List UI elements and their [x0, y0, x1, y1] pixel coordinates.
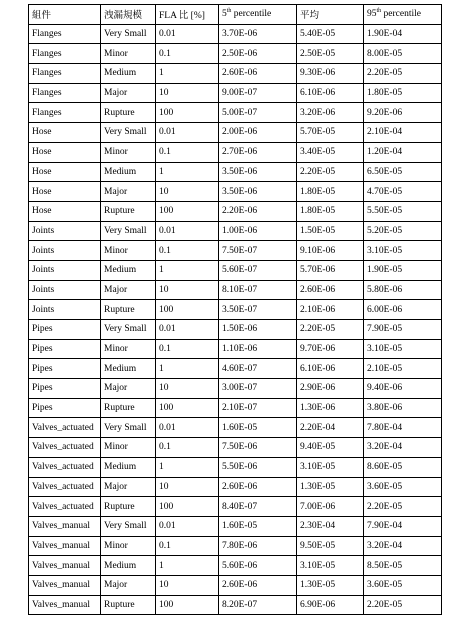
cell-95th-percentile: 3.60E-05 — [364, 575, 442, 595]
cell-fla-ratio: 100 — [156, 497, 219, 517]
table-row — [29, 83, 442, 103]
cell-leak-size: Major — [101, 379, 156, 399]
header-95th-percentile — [364, 5, 442, 25]
cell-component: Hose — [29, 162, 101, 182]
cell-mean: 2.10E-06 — [297, 300, 364, 320]
cell-mean: 2.30E-04 — [297, 516, 364, 536]
cell-leak-size: Very Small — [101, 418, 156, 438]
cell-mean: 2.50E-05 — [297, 44, 364, 64]
cell-component: Valves_actuated — [29, 497, 101, 517]
cell-95th-percentile: 3.80E-06 — [364, 398, 442, 418]
cell-mean: 7.00E-06 — [297, 497, 364, 517]
cell-5th-percentile: 5.60E-07 — [219, 260, 297, 280]
cell-leak-size: Medium — [101, 162, 156, 182]
table-row — [29, 516, 442, 536]
cell-5th-percentile: 1.00E-06 — [219, 221, 297, 241]
cell-mean: 2.20E-04 — [297, 418, 364, 438]
cell-5th-percentile: 3.50E-06 — [219, 182, 297, 202]
header-5th-label: percentile — [231, 9, 272, 20]
cell-component: Pipes — [29, 359, 101, 379]
cell-95th-percentile: 9.20E-06 — [364, 103, 442, 123]
table-row — [29, 280, 442, 300]
cell-5th-percentile: 8.40E-07 — [219, 497, 297, 517]
cell-fla-ratio: 100 — [156, 201, 219, 221]
cell-mean: 1.50E-05 — [297, 221, 364, 241]
cell-component: Joints — [29, 260, 101, 280]
table-row — [29, 379, 442, 399]
cell-5th-percentile: 4.60E-07 — [219, 359, 297, 379]
cell-5th-percentile: 9.00E-07 — [219, 83, 297, 103]
cell-95th-percentile: 2.10E-05 — [364, 359, 442, 379]
cell-component: Hose — [29, 142, 101, 162]
table-row — [29, 398, 442, 418]
cell-fla-ratio: 1 — [156, 556, 219, 576]
header-5th-number: 5 — [222, 9, 227, 20]
cell-fla-ratio: 100 — [156, 300, 219, 320]
table-row — [29, 320, 442, 340]
cell-mean: 9.30E-06 — [297, 64, 364, 84]
table-row — [29, 438, 442, 458]
cell-component: Flanges — [29, 83, 101, 103]
cell-5th-percentile: 1.60E-05 — [219, 516, 297, 536]
cell-fla-ratio: 0.1 — [156, 536, 219, 556]
cell-component: Valves_manual — [29, 595, 101, 615]
cell-5th-percentile: 8.20E-07 — [219, 595, 297, 615]
cell-leak-size: Rupture — [101, 103, 156, 123]
header-95th-suffix: th — [376, 8, 382, 15]
cell-fla-ratio: 10 — [156, 477, 219, 497]
cell-component: Valves_manual — [29, 536, 101, 556]
table-row — [29, 595, 442, 615]
cell-component: Flanges — [29, 64, 101, 84]
cell-leak-size: Rupture — [101, 201, 156, 221]
cell-component: Valves_actuated — [29, 418, 101, 438]
cell-95th-percentile: 4.70E-05 — [364, 182, 442, 202]
table-row — [29, 142, 442, 162]
table-row — [29, 44, 442, 64]
cell-5th-percentile: 2.00E-06 — [219, 123, 297, 143]
table-row — [29, 162, 442, 182]
cell-component: Flanges — [29, 44, 101, 64]
cell-leak-size: Very Small — [101, 320, 156, 340]
cell-leak-size: Major — [101, 182, 156, 202]
cell-95th-percentile: 2.20E-05 — [364, 497, 442, 517]
cell-95th-percentile: 3.10E-05 — [364, 241, 442, 261]
table-row — [29, 339, 442, 359]
cell-mean: 3.40E-05 — [297, 142, 364, 162]
cell-fla-ratio: 100 — [156, 595, 219, 615]
header-5th-suffix: th — [226, 8, 232, 15]
cell-5th-percentile: 2.20E-06 — [219, 201, 297, 221]
cell-fla-ratio: 0.1 — [156, 44, 219, 64]
cell-fla-ratio: 0.01 — [156, 24, 219, 44]
cell-leak-size: Major — [101, 575, 156, 595]
cell-component: Joints — [29, 280, 101, 300]
cell-mean: 9.10E-06 — [297, 241, 364, 261]
cell-mean: 3.10E-05 — [297, 556, 364, 576]
cell-component: Valves_manual — [29, 516, 101, 536]
cell-leak-size: Rupture — [101, 300, 156, 320]
cell-95th-percentile: 6.50E-05 — [364, 162, 442, 182]
cell-95th-percentile: 7.80E-04 — [364, 418, 442, 438]
cell-leak-size: Rupture — [101, 595, 156, 615]
cell-component: Hose — [29, 123, 101, 143]
cell-mean: 3.20E-06 — [297, 103, 364, 123]
cell-5th-percentile: 5.60E-06 — [219, 556, 297, 576]
header-leak-size: 洩漏規模 — [101, 5, 156, 25]
cell-95th-percentile: 1.80E-05 — [364, 83, 442, 103]
cell-fla-ratio: 0.1 — [156, 339, 219, 359]
cell-fla-ratio: 1 — [156, 162, 219, 182]
table-row — [29, 221, 442, 241]
cell-mean: 1.80E-05 — [297, 182, 364, 202]
cell-5th-percentile: 3.50E-07 — [219, 300, 297, 320]
cell-leak-size: Major — [101, 83, 156, 103]
cell-95th-percentile: 2.20E-05 — [364, 595, 442, 615]
cell-leak-size: Very Small — [101, 24, 156, 44]
cell-component: Valves_actuated — [29, 477, 101, 497]
cell-95th-percentile: 2.10E-04 — [364, 123, 442, 143]
cell-5th-percentile: 3.70E-06 — [219, 24, 297, 44]
table-row — [29, 103, 442, 123]
cell-95th-percentile: 8.60E-05 — [364, 457, 442, 477]
cell-leak-size: Minor — [101, 536, 156, 556]
table-row — [29, 418, 442, 438]
cell-mean: 6.10E-06 — [297, 359, 364, 379]
cell-component: Valves_manual — [29, 575, 101, 595]
cell-component: Valves_manual — [29, 556, 101, 576]
cell-mean: 1.30E-06 — [297, 398, 364, 418]
cell-95th-percentile: 8.00E-05 — [364, 44, 442, 64]
table-row — [29, 201, 442, 221]
cell-95th-percentile: 5.80E-06 — [364, 280, 442, 300]
cell-95th-percentile: 3.20E-04 — [364, 438, 442, 458]
cell-5th-percentile: 7.80E-06 — [219, 536, 297, 556]
cell-95th-percentile: 1.20E-04 — [364, 142, 442, 162]
table-row — [29, 359, 442, 379]
leak-frequency-table — [28, 4, 442, 615]
cell-fla-ratio: 10 — [156, 575, 219, 595]
cell-95th-percentile: 9.40E-06 — [364, 379, 442, 399]
cell-fla-ratio: 10 — [156, 379, 219, 399]
cell-component: Pipes — [29, 339, 101, 359]
cell-95th-percentile: 2.20E-05 — [364, 64, 442, 84]
header-95th-number: 95 — [367, 9, 377, 20]
cell-fla-ratio: 0.01 — [156, 221, 219, 241]
cell-leak-size: Minor — [101, 142, 156, 162]
table-row — [29, 457, 442, 477]
table-row — [29, 575, 442, 595]
table-row — [29, 497, 442, 517]
table-row — [29, 24, 442, 44]
cell-fla-ratio: 100 — [156, 398, 219, 418]
cell-mean: 2.20E-05 — [297, 162, 364, 182]
cell-5th-percentile: 2.60E-06 — [219, 477, 297, 497]
cell-component: Hose — [29, 201, 101, 221]
cell-leak-size: Minor — [101, 339, 156, 359]
cell-leak-size: Very Small — [101, 516, 156, 536]
cell-mean: 3.10E-05 — [297, 457, 364, 477]
cell-5th-percentile: 5.00E-07 — [219, 103, 297, 123]
table-row — [29, 300, 442, 320]
table-body — [29, 24, 442, 615]
cell-95th-percentile: 7.90E-05 — [364, 320, 442, 340]
cell-5th-percentile: 2.10E-07 — [219, 398, 297, 418]
cell-fla-ratio: 100 — [156, 103, 219, 123]
cell-leak-size: Medium — [101, 260, 156, 280]
table-row — [29, 556, 442, 576]
cell-component: Valves_actuated — [29, 457, 101, 477]
cell-leak-size: Medium — [101, 556, 156, 576]
cell-leak-size: Minor — [101, 438, 156, 458]
table-header-row — [29, 5, 442, 25]
cell-mean: 6.10E-06 — [297, 83, 364, 103]
cell-mean: 9.40E-05 — [297, 438, 364, 458]
cell-leak-size: Rupture — [101, 497, 156, 517]
cell-leak-size: Medium — [101, 64, 156, 84]
cell-95th-percentile: 3.60E-05 — [364, 477, 442, 497]
cell-5th-percentile: 8.10E-07 — [219, 280, 297, 300]
table-row — [29, 241, 442, 261]
cell-fla-ratio: 1 — [156, 457, 219, 477]
cell-95th-percentile: 7.90E-04 — [364, 516, 442, 536]
cell-fla-ratio: 0.1 — [156, 241, 219, 261]
header-95th-label: percentile — [381, 9, 421, 20]
cell-mean: 2.90E-06 — [297, 379, 364, 399]
table-row — [29, 536, 442, 556]
cell-5th-percentile: 2.60E-06 — [219, 575, 297, 595]
cell-leak-size: Rupture — [101, 398, 156, 418]
cell-component: Joints — [29, 241, 101, 261]
cell-leak-size: Medium — [101, 457, 156, 477]
table-row — [29, 182, 442, 202]
cell-5th-percentile: 2.60E-06 — [219, 64, 297, 84]
cell-leak-size: Major — [101, 280, 156, 300]
cell-leak-size: Major — [101, 477, 156, 497]
cell-5th-percentile: 1.10E-06 — [219, 339, 297, 359]
cell-mean: 1.30E-05 — [297, 575, 364, 595]
cell-component: Flanges — [29, 103, 101, 123]
cell-95th-percentile: 1.90E-05 — [364, 260, 442, 280]
cell-fla-ratio: 0.01 — [156, 516, 219, 536]
cell-fla-ratio: 1 — [156, 260, 219, 280]
cell-95th-percentile: 6.00E-06 — [364, 300, 442, 320]
cell-mean: 5.40E-05 — [297, 24, 364, 44]
cell-mean: 9.70E-06 — [297, 339, 364, 359]
header-mean: 平均 — [297, 5, 364, 25]
cell-component: Hose — [29, 182, 101, 202]
table-row — [29, 477, 442, 497]
cell-fla-ratio: 0.01 — [156, 123, 219, 143]
cell-5th-percentile: 1.50E-06 — [219, 320, 297, 340]
header-component: 組件 — [29, 5, 101, 25]
cell-component: Pipes — [29, 398, 101, 418]
cell-5th-percentile: 2.50E-06 — [219, 44, 297, 64]
cell-mean: 2.60E-06 — [297, 280, 364, 300]
cell-leak-size: Minor — [101, 241, 156, 261]
cell-fla-ratio: 10 — [156, 83, 219, 103]
table-row — [29, 260, 442, 280]
cell-5th-percentile: 1.60E-05 — [219, 418, 297, 438]
cell-mean: 1.30E-05 — [297, 477, 364, 497]
cell-component: Flanges — [29, 24, 101, 44]
cell-leak-size: Very Small — [101, 123, 156, 143]
cell-95th-percentile: 1.90E-04 — [364, 24, 442, 44]
header-fla-ratio: FLA 比 [%] — [156, 5, 219, 25]
cell-5th-percentile: 3.50E-06 — [219, 162, 297, 182]
cell-mean: 6.90E-06 — [297, 595, 364, 615]
cell-leak-size: Medium — [101, 359, 156, 379]
cell-95th-percentile: 3.20E-04 — [364, 536, 442, 556]
cell-5th-percentile: 2.70E-06 — [219, 142, 297, 162]
cell-leak-size: Minor — [101, 44, 156, 64]
cell-95th-percentile: 5.50E-05 — [364, 201, 442, 221]
cell-mean: 5.70E-06 — [297, 260, 364, 280]
cell-fla-ratio: 0.1 — [156, 142, 219, 162]
cell-fla-ratio: 10 — [156, 182, 219, 202]
cell-95th-percentile: 3.10E-05 — [364, 339, 442, 359]
cell-component: Joints — [29, 300, 101, 320]
header-5th-percentile — [219, 5, 297, 25]
cell-mean: 2.20E-05 — [297, 320, 364, 340]
cell-component: Valves_actuated — [29, 438, 101, 458]
cell-5th-percentile: 5.50E-06 — [219, 457, 297, 477]
cell-95th-percentile: 8.50E-05 — [364, 556, 442, 576]
cell-5th-percentile: 7.50E-06 — [219, 438, 297, 458]
cell-5th-percentile: 3.00E-07 — [219, 379, 297, 399]
cell-5th-percentile: 7.50E-07 — [219, 241, 297, 261]
cell-fla-ratio: 0.1 — [156, 438, 219, 458]
cell-fla-ratio: 10 — [156, 280, 219, 300]
table-row — [29, 64, 442, 84]
cell-fla-ratio: 1 — [156, 359, 219, 379]
table-row — [29, 123, 442, 143]
cell-component: Pipes — [29, 379, 101, 399]
cell-fla-ratio: 1 — [156, 64, 219, 84]
cell-fla-ratio: 0.01 — [156, 320, 219, 340]
cell-mean: 9.50E-05 — [297, 536, 364, 556]
cell-component: Joints — [29, 221, 101, 241]
cell-fla-ratio: 0.01 — [156, 418, 219, 438]
cell-mean: 1.80E-05 — [297, 201, 364, 221]
cell-95th-percentile: 5.20E-05 — [364, 221, 442, 241]
cell-component: Pipes — [29, 320, 101, 340]
cell-mean: 5.70E-05 — [297, 123, 364, 143]
cell-leak-size: Very Small — [101, 221, 156, 241]
